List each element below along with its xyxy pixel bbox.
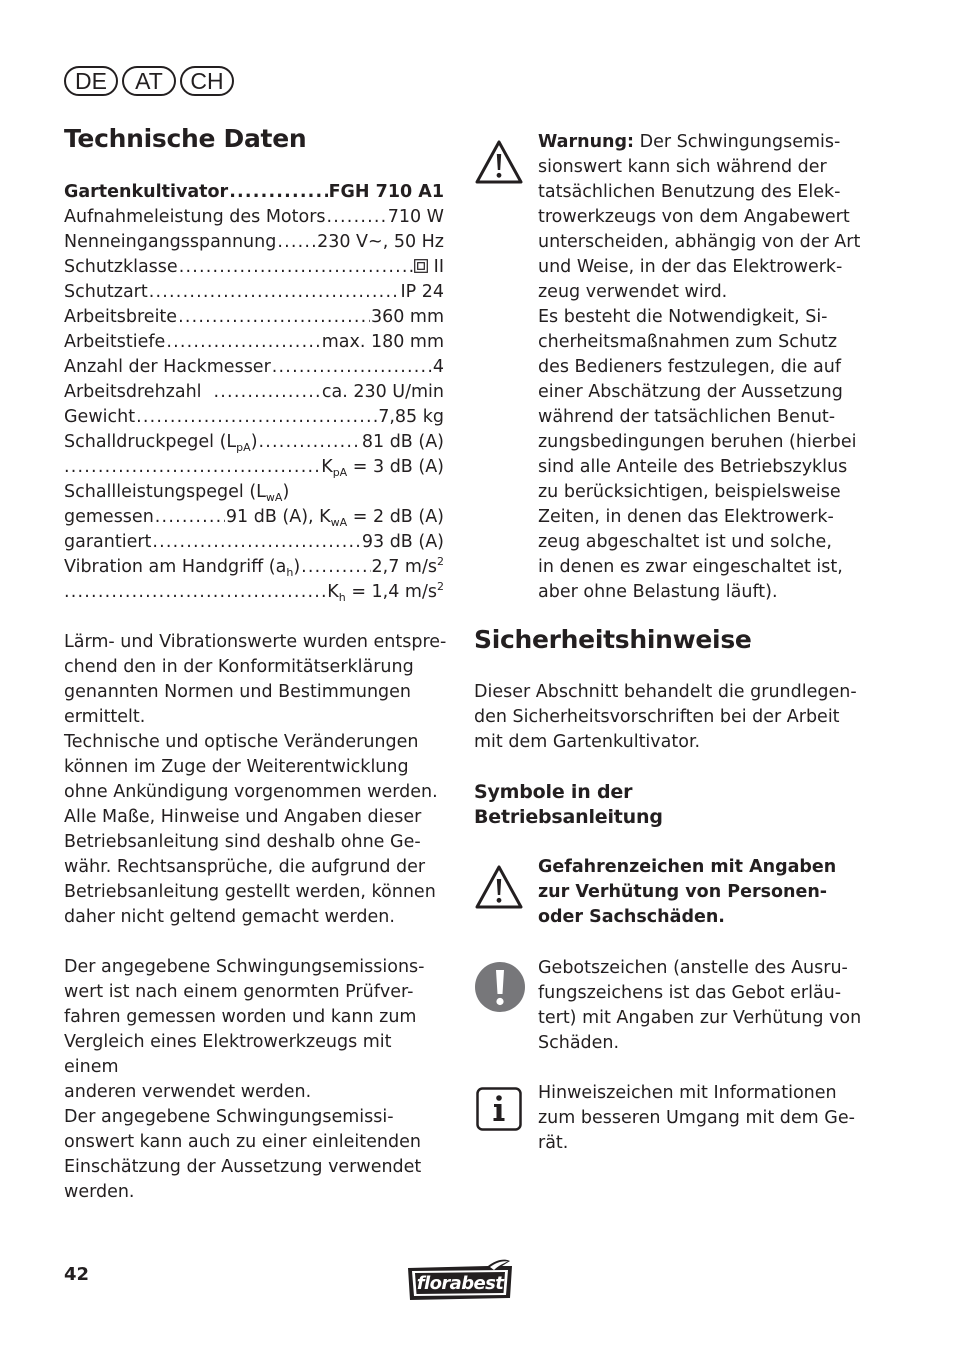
spec-row: Nenneingangsspannung ..... 230 V~, 50 Hz [64,230,444,255]
badge-at: AT [122,66,176,96]
danger-symbol-text: Gefahrenzeichen mit Angaben zur Verhütung von Personen- oder Sachschäden. [538,857,837,927]
paragraph: Der angegebene Schwingungsemissions- wert ist nach einem genormten Prüfver- fahren gemessen worden und kann zum Vergleich eines Elektrowerkzeugs mit einem anderen verwendet werden. [64,957,425,1102]
info-square-icon [476,1087,522,1131]
warning-triangle-icon [474,139,524,185]
warning-label: Warnung: [538,132,635,152]
brand-logo [404,1258,516,1306]
badge-ch: CH [180,66,234,96]
spec-row: Aufnahmeleistung des Motors ..... 710 W [64,205,444,230]
tech-data-title: Technische Daten [64,124,307,153]
safety-intro: Dieser Abschnitt behandelt die grundlegen- den Sicherheitsvorschriften bei der Arbeit mit dem Gartenkultivator. [474,682,857,752]
spec-value: FGH 710 A1 [328,182,444,202]
spec-row: Arbeitsbreite ..... 360 mm [64,305,444,330]
spec-row: Gewicht ..... 7,85 kg [64,405,444,430]
spec-row: Schutzklasse ..... II [64,255,444,280]
spec-row: ..... $K_{pA} = 3$ dB (A) [64,455,444,480]
spec-row-product [64,180,444,205]
spec-row: Schallleistungspegel $(L_{wA})$ [64,482,290,504]
spec-row: Arbeitsdrehzahl ..... ca. 230 U/min [64,380,444,405]
spec-row: Arbeitstiefe ..... max. 180 mm [64,330,444,355]
double-square-icon [414,259,428,273]
paragraph: Technische und optische Veränderungen können im Zuge der Weiterentwicklung ohne Ankündigung vorgenommen werden. Alle Maße, Hinweise und Angaben dieser Betriebsanleitung sind deshalb ohne Ge- währ. Rechtsansprüche, die aufgrund der Betriebsanleitung gestellt werden, können daher nicht geltend gemacht werden. [64,732,438,927]
left-text-block [64,630,449,1205]
exclamation-circle-icon [474,961,526,1013]
country-badges [64,66,234,96]
paragraph: Der angegebene Schwingungsemissi- onswert kann auch zu einer einleitenden Einschätzung der Aussetzung verwendet werden. [64,1107,422,1202]
paragraph: Lärm- und Vibrationswerte wurden entspre- chend den in der Konformitätserklärung genannten Normen und Bestimmungen ermittelt. [64,632,447,727]
safety-title: Sicherheitshinweise [474,625,752,654]
spec-list [64,180,444,605]
warning-triangle-icon [474,864,524,910]
badge-de: DE [64,66,118,96]
page-number: 42 [64,1264,90,1285]
spec-row: Schalldruckpegel $(L_{pA})$ ..... 81 dB (A) [64,430,444,455]
mandatory-symbol-text: Gebotszeichen (anstelle des Ausru- fungszeichens ist das Gebot erläu- tert) mit Angaben zur Verhütung von Schäden. [538,958,862,1053]
warning-text-block: Warnung: Der Schwingungsemis- sionswert kann sich während der tatsächlichen Benutzung des Elek- trowerkzeugs von dem Angabewert unterscheiden, abhängig von der Art und Weise, in der das Elektrowerk- zeug verwendet wird. Es besteht die Notwendigkeit, Si- cherheitsmaßnahmen zum Schutz des Bedieners festzulegen, die auf einer Abschätzung der Aussetzung während der tatsächlichen Benut- zungsbedingungen beruhen (hierbei sind alle Anteile des Betriebszyklus zu berücksichtigen, beispielsweise Zeiten, in denen das Elektrowerk- zeug abgeschaltet ist und solche, in denen es zwar eingeschaltet ist, aber ohne Belastung läuft). [538,130,868,605]
spec-row: garantiert ..... 93 dB (A) [64,530,444,555]
logo-text: florabest [416,1273,504,1294]
spec-label: Gartenkultivator [64,182,229,202]
spec-row: Vibration am Handgriff $(a_h)$ ..... 2,7 $m/s^2$ [64,555,444,580]
info-symbol-text: Hinweiszeichen mit Informationen zum besseren Umgang mit dem Ge- rät. [538,1083,855,1153]
spec-row: ..... $K_h = 1,4$ $m/s^2$ [64,580,444,605]
spec-row: Anzahl der Hackmesser ..... 4 [64,355,444,380]
spec-row: Schutzart ..... IP 24 [64,280,444,305]
symbols-title: Symbole in der Betriebsanleitung [474,781,663,828]
paragraph: Es besteht die Notwendigkeit, Si- cherheitsmaßnahmen zum Schutz des Bedieners festzulegen, die auf einer Abschätzung der Aussetzung während der tatsächlichen Benut- zungsbedingungen beruhen (hierbei sind alle Anteile des Betriebszyklus zu berücksichtigen, beispielsweise Zeiten, in denen das Elektrowerk- zeug abgeschaltet ist und solche, in denen es zwar eingeschaltet ist, aber ohne Belastung läuft). [538,307,857,602]
spec-row: gemessen ..... 91 dB (A), $K_{wA} = 2$ dB (A) [64,505,444,530]
